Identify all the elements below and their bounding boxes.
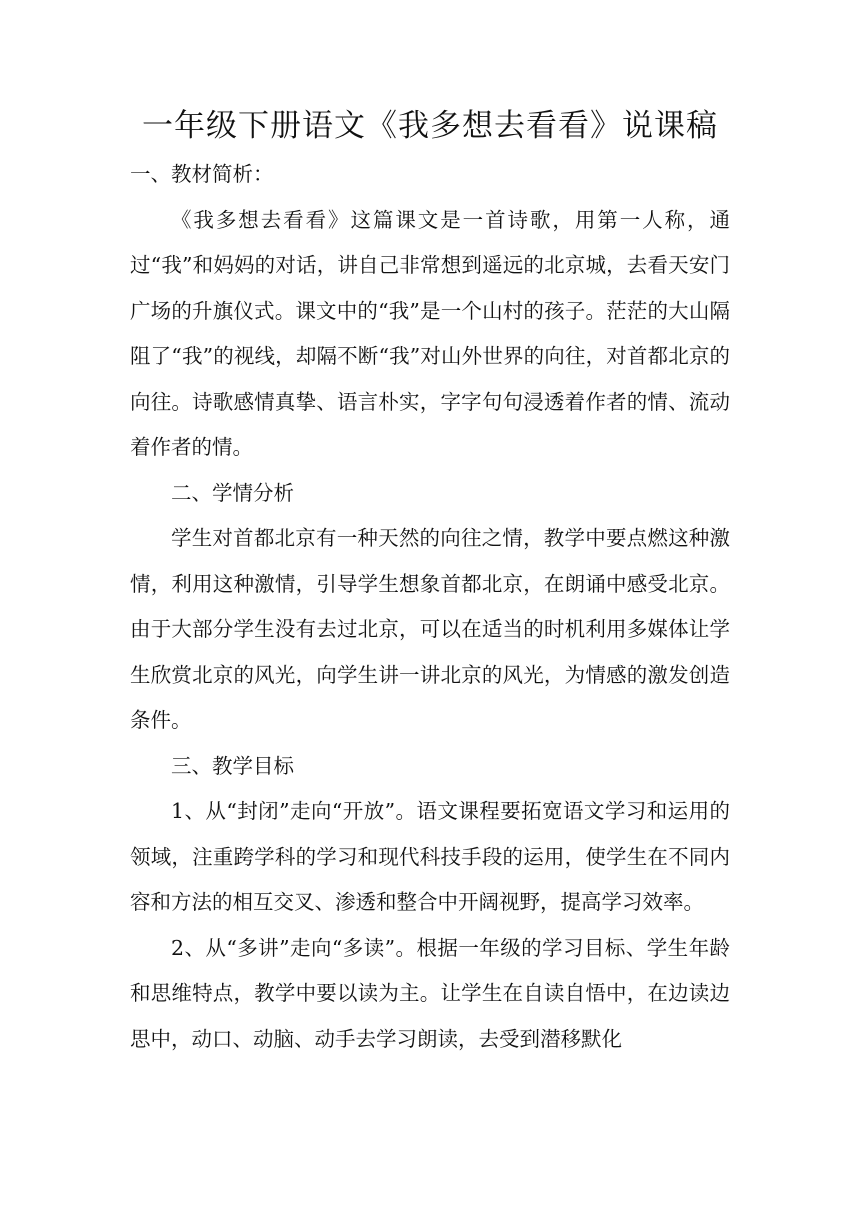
document-body [130, 152, 730, 1062]
paragraph-goal-1: 1、从“封闭”走向“开放”。语文课程要拓宽语文学习和运用的领域，注重跨学科的学习和现代科技手段的运用，使学生在不同内容和方法的相互交叉、渗透和整合中开阔视野，提高学习效率。 [130, 799, 730, 914]
paragraph-learner-analysis: 学生对首都北京有一种天然的向往之情，教学中要点燃这种激情，利用这种激情，引导学生想象首都北京，在朗诵中感受北京。由于大部分学生没有去过北京，可以在适当的时机利用多媒体让学生欣赏北京的风光，向学生讲一讲北京的风光，为情感的激发创造条件。 [130, 526, 730, 732]
section-heading-1: 一、教材简析： [130, 162, 274, 186]
section-heading-2: 二、学情分析 [171, 480, 294, 505]
paragraph-textbook-analysis: 《我多想去看看》这篇课文是一首诗歌，用第一人称，通过“我”和妈妈的对话，讲自己非常想到遥远的北京城，去看天安门广场的升旗仪式。课文中的“我”是一个山村的孩子。茫茫的大山隔阻了“我”的视线，却隔不断“我”对山外世界的向往，对首都北京的向往。诗歌感情真挚、语言朴实，字字句句浸透着作者的情、流动着作者的情。 [130, 207, 730, 459]
paragraph-goal-2: 2、从“多讲”走向“多读”。根据一年级的学习目标、学生年龄和思维特点，教学中要以读为主。让学生在自读自悟中，在边读边思中，动口、动脑、动手去学习朗读，去受到潜移默化 [130, 935, 730, 1051]
section-heading-3: 三、教学目标 [171, 753, 294, 778]
document-title: 一年级下册语文《我多想去看看》说课稿 [142, 108, 718, 144]
